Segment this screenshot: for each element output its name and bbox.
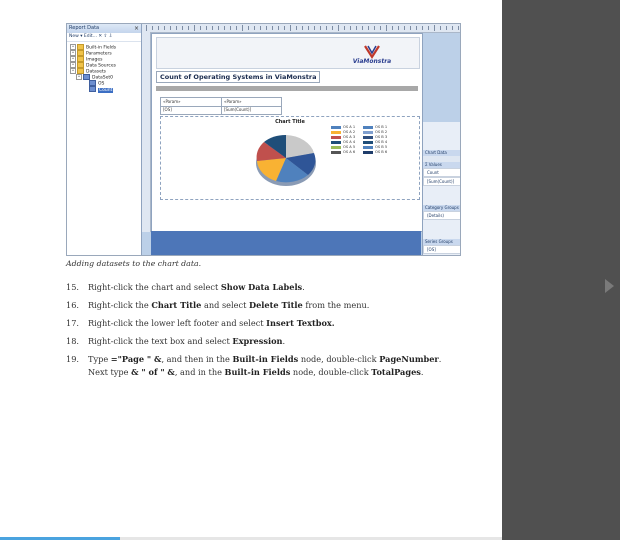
step-keyword: & " of " & (131, 367, 175, 377)
ruler-tick (410, 26, 411, 30)
ruler-tick (290, 25, 291, 31)
legend-entry (363, 135, 387, 139)
legend-label: OS A 3 (343, 135, 356, 139)
tree-item-label: Data Sources (86, 63, 116, 69)
ruler-tick (242, 25, 243, 31)
ruler-tick (332, 26, 333, 30)
expand-toggle-icon[interactable]: + (71, 44, 75, 48)
legend-swatch (363, 146, 373, 149)
legend-entry (363, 150, 387, 154)
logo-text: ViaMonstra (352, 58, 392, 65)
step-text: node, double-click (298, 354, 380, 364)
ruler-tick (176, 26, 177, 30)
ruler-tick (320, 26, 321, 30)
chart-area (160, 116, 420, 200)
legend-label: OS A 6 (343, 150, 356, 154)
legend-entry (363, 140, 387, 144)
legend-label: OS A 1 (343, 125, 356, 129)
step-text: from the menu. (302, 300, 370, 310)
ruler-tick (416, 26, 417, 30)
ruler-tick (398, 26, 399, 30)
legend-swatch (331, 126, 341, 129)
legend-swatch (331, 136, 341, 139)
ruler-tick (272, 26, 273, 30)
step-item (66, 299, 446, 312)
legend-label: OS B 2 (375, 130, 388, 134)
step-item (66, 353, 446, 379)
ruler-tick (446, 26, 447, 30)
step-keyword: Built-in Fields (224, 367, 291, 377)
step-keyword: Delete Title (248, 300, 303, 310)
values-count[interactable]: Count (423, 168, 461, 177)
legend-entry (363, 125, 387, 129)
ruler-tick (260, 26, 261, 30)
legend-label: OS A 2 (343, 130, 356, 134)
instruction-steps (66, 281, 446, 384)
reader-side-panel (502, 0, 620, 540)
legend-label: OS A 4 (343, 140, 356, 144)
legend-label: OS B 6 (375, 150, 388, 154)
header-band (156, 86, 418, 91)
ruler-tick (194, 25, 195, 31)
ruler-tick (146, 25, 147, 31)
legend-entry (331, 135, 355, 139)
design-surface (151, 33, 423, 232)
step-keyword: PageNumber (379, 354, 439, 364)
step-keyword: Insert Textbox. (266, 318, 335, 328)
step-number: 16. (66, 300, 80, 310)
ruler-tick (434, 25, 435, 31)
legend-entry (331, 130, 355, 134)
report-title: Count of Operating Systems in ViaMonstra (156, 71, 320, 83)
step-text: , and in the (174, 367, 225, 377)
legend-entry (331, 140, 355, 144)
figure-caption: Adding datasets to the chart data. (66, 259, 202, 268)
ruler-tick (266, 26, 267, 30)
step-text: Type (88, 354, 111, 364)
legend-label: OS A 5 (343, 145, 356, 149)
step-keyword: Chart Title (151, 300, 202, 310)
tree-item-label: Images (86, 57, 103, 63)
close-icon: × (133, 25, 139, 32)
step-text: Right-click the lower left footer and select (88, 318, 267, 328)
chart-title: Chart Title (275, 119, 305, 125)
step-item (66, 281, 446, 294)
expand-toggle-icon[interactable]: + (77, 74, 81, 78)
expand-toggle-icon[interactable]: + (71, 68, 75, 72)
ruler-tick (254, 26, 255, 30)
ruler-tick (278, 26, 279, 30)
category-details[interactable]: (Details) (423, 211, 461, 220)
report-data-title: Report Data (69, 25, 100, 31)
ruler-tick (338, 25, 339, 31)
ruler-tick (284, 26, 285, 30)
expand-toggle-icon[interactable]: + (71, 56, 75, 60)
ruler-tick (314, 26, 315, 30)
legend-entry (331, 145, 355, 149)
series-os[interactable]: [OS] (423, 245, 461, 254)
ruler-tick (392, 26, 393, 30)
table-header-1: «Param» (163, 99, 181, 104)
step-keyword: Built-in Fields (232, 354, 299, 364)
legend-swatch (363, 136, 373, 139)
step-text: Right-click the chart and select (88, 282, 221, 292)
chart-data-header: Chart Data (423, 150, 461, 156)
legend-swatch (331, 146, 341, 149)
ruler-tick (422, 26, 423, 30)
viamonstra-logo (337, 43, 407, 65)
step-text: . (282, 336, 286, 346)
chart-data-panel (422, 122, 461, 255)
step-item (66, 317, 446, 330)
ruler-tick (170, 26, 171, 30)
tree-item-label: DataSet0 (92, 75, 113, 81)
legend-entry (363, 145, 387, 149)
step-text: Right-click the (88, 300, 152, 310)
step-number: 17. (66, 318, 80, 328)
legend-swatch (363, 126, 373, 129)
tree-item-label: Built-in Fields (86, 45, 117, 51)
ruler-tick (356, 26, 357, 30)
ruler-tick (212, 26, 213, 30)
ruler-tick (164, 26, 165, 30)
ruler-tick (452, 26, 453, 30)
step-text: node, double-click (290, 367, 372, 377)
ruler-tick (404, 26, 405, 30)
ruler-tick (308, 26, 309, 30)
legend-swatch (331, 151, 341, 154)
expand-toggle-icon[interactable]: + (71, 62, 75, 66)
ruler-tick (200, 26, 201, 30)
legend-label: OS B 3 (375, 135, 388, 139)
ruler-tick (344, 26, 345, 30)
ruler-tick (350, 26, 351, 30)
values-count-expr: [Sum(Count)] (423, 177, 461, 186)
tree-item[interactable] (67, 86, 141, 92)
legend-label: OS B 1 (375, 125, 388, 129)
step-text: . (302, 282, 305, 292)
category-groups-header: Category Groups (423, 205, 461, 211)
legend-swatch (331, 131, 341, 134)
field-icon (89, 86, 96, 92)
step-keyword: ="Page " & (110, 354, 162, 364)
tree-item-label: Parameters (86, 51, 112, 57)
step-text: , and then in the (161, 354, 233, 364)
legend-swatch (363, 151, 373, 154)
step-keyword: Expression (232, 336, 283, 346)
ruler-tick (368, 26, 369, 30)
legend-label: OS B 4 (375, 140, 388, 144)
report-data-toolbar: New ▾ Edit... ✕ ⇧ ⇩ (67, 33, 141, 42)
tree-item-label: Count (99, 87, 113, 93)
step-text: . Next type (88, 354, 442, 377)
step-number: 19. (66, 354, 80, 364)
report-builder-screenshot (66, 23, 461, 256)
ruler-tick (218, 26, 219, 30)
expand-toggle-icon[interactable]: + (71, 50, 75, 54)
legend-label: OS B 5 (375, 145, 388, 149)
pie-chart (246, 125, 326, 195)
legend-swatch (363, 131, 373, 134)
step-keyword: TotalPages (371, 367, 421, 377)
legend-swatch (363, 141, 373, 144)
vertical-ruler (142, 32, 151, 232)
ruler-tick (440, 26, 441, 30)
table-cell-2: [Sum(Count)] (224, 107, 252, 112)
ruler-tick (428, 26, 429, 30)
ruler-tick (230, 26, 231, 30)
ruler-tick (224, 26, 225, 30)
ruler-tick (326, 26, 327, 30)
report-data-panel (67, 24, 142, 255)
ruler-tick (182, 26, 183, 30)
step-text: . (420, 367, 424, 377)
ruler-tick (152, 26, 153, 30)
report-header (156, 37, 420, 69)
ruler-tick (236, 26, 237, 30)
ruler-tick (206, 26, 207, 30)
legend-entry (331, 150, 355, 154)
table-cell-1: [OS] (163, 107, 172, 112)
data-table (160, 97, 282, 115)
legend-entry (363, 130, 387, 134)
step-text: Right-click the text box and select (88, 336, 233, 346)
step-item (66, 335, 446, 348)
ruler-tick (380, 26, 381, 30)
step-text: and select (201, 300, 249, 310)
tree-item-label: Datasets (86, 69, 106, 75)
report-data-tree (67, 42, 141, 92)
legend-entry (331, 125, 355, 129)
legend-swatch (331, 141, 341, 144)
series-groups-header: Series Groups (423, 239, 461, 245)
ruler-tick (374, 26, 375, 30)
table-header-2: «Param» (224, 99, 242, 104)
values-header: Σ Values (423, 162, 461, 168)
ruler-tick (248, 26, 249, 30)
report-footer (151, 231, 421, 255)
ruler-tick (386, 25, 387, 31)
ruler-tick (362, 26, 363, 30)
ruler-tick (302, 26, 303, 30)
step-number: 15. (66, 282, 80, 292)
tree-item-label: OS (98, 81, 105, 87)
step-number: 18. (66, 336, 80, 346)
report-data-header (67, 24, 141, 33)
ruler-tick (158, 26, 159, 30)
ruler-tick (458, 26, 459, 30)
ruler-tick (296, 26, 297, 30)
chevron-right-icon[interactable] (605, 279, 614, 293)
step-keyword: Show Data Labels (220, 282, 303, 292)
horizontal-ruler (142, 24, 460, 33)
ruler-tick (188, 26, 189, 30)
